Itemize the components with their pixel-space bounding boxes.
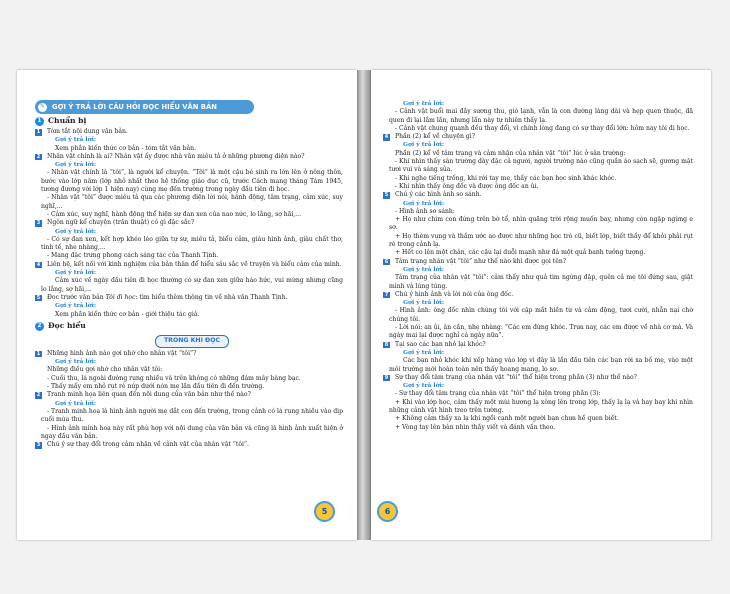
answer-line: - Hình ảnh so sánh: — [395, 207, 455, 215]
question-number: 4 — [36, 261, 41, 268]
answer-line: - Khi nhìn thấy sân trường dày đặc cả người, người trường nào cũng quần áo sạch sẽ, gương mặt tươi vui và sáng sủa. — [389, 158, 693, 174]
answer-line: - Cảm xúc, suy nghĩ, hành động thể hiện sự đan xen của nao nức, lo lắng, sợ hãi,... — [47, 210, 302, 218]
section-number-icon: 1 — [35, 117, 44, 126]
question-number: 1 — [36, 129, 41, 135]
answer-line: - Sự thay đổi tâm trạng của nhân vật “tôi” thể hiện trong phần (3): — [395, 390, 601, 398]
question-number: 5 — [384, 192, 389, 199]
left-page — [17, 70, 357, 540]
answer-line: - Lời nói: an ủi, ân cần, nhẹ nhàng: “Các em đừng khóc. Trưa nay, các em được về nhà cơ mà. Và ngày mai lại được nghỉ cả ngày nữa”. — [389, 324, 693, 340]
question — [384, 340, 693, 349]
answer-line: Tâm trạng của nhân vật “tôi”: cảm thấy như quả tim ngừng đập, quên cả mẹ tôi đứng sau, giật mình và lúng túng. — [389, 274, 693, 290]
question-text: Chú ý các hình ảnh so sánh. — [395, 191, 482, 199]
question-number: 8 — [384, 341, 389, 348]
answer-line: Các bạn nhỏ khóc khi xếp hàng vào lớp vì đây là lần đầu tiên các bạn rời xa bố mẹ, vào một môi trường mới hoàn toàn nên thấy hoang mang, lo sợ. — [389, 357, 693, 373]
answer-line: - Cảnh vật chung quanh đều thay đổi, vì chính lòng đang có sự thay đổi lớn: hôm nay tôi đi học. — [395, 124, 690, 132]
answer-line: Cảm xúc về ngày đầu tiên đi học thường có sự đan xen giữa háo hức, vui mừng nhưng cũng lo lắng, sợ hãi,... — [41, 277, 343, 293]
answer-line: - Hình ảnh: ông đốc nhìn chúng tôi với cặp mắt hiền từ và cảm động, tươi cười, nhẫn nại chờ chúng tôi. — [389, 307, 693, 323]
hint-label: Gợi ý trả lời: — [55, 227, 96, 235]
question-number: 1 — [36, 350, 41, 357]
hint-label: Gợi ý trả lời: — [55, 269, 96, 277]
answer-line: - Tranh minh hoạ là hình ảnh người mẹ dắt con đến trường, trong cảnh có lá rụng nhiều vào dịp cuối mùa thu. — [41, 407, 343, 424]
question-text-title: Tôi đi học — [105, 293, 136, 301]
question-text-suffix: : tìm hiểu thêm thông tin về nhà văn Thanh Tịnh. — [135, 293, 288, 301]
answer-line: - Nhân vật chính là “tôi”, là người kể chuyện. “Tôi” là một cậu bé sinh ra lớn lên ở nông thôn, bước vào lớp năm (lớp nhỏ nhất theo hệ thống giáo dục cũ, trước Cách mạng tháng Tám 1945, tương đương với lớp 1 hiện nay) cùng mẹ đến trường trong ngày đầu tiên đi học. — [41, 169, 343, 194]
answer-line: - Cảnh vật buổi mai đầy sương thu, gió lạnh, vẫn là con đường làng dài và hẹp quen thuộc, đã quen đi lại lắm lần, nhưng lần này tự nhiên thấy lạ. — [389, 108, 693, 124]
hint-label: Gợi ý trả lời: — [403, 265, 444, 273]
answer-line: + Không cảm thấy xa lạ khi ngồi cạnh một người bạn chưa hề quen biết. — [395, 415, 619, 423]
section-title: Đọc hiểu — [48, 321, 86, 331]
question-number: 9 — [384, 374, 389, 381]
book-spine — [357, 70, 371, 540]
question-text: Sự thay đổi tâm trạng của nhân vật “tôi” thể hiện trong phần (3) như thế nào? — [395, 373, 637, 381]
page-number: 5 — [314, 501, 335, 522]
question — [384, 191, 693, 199]
page-number: 6 — [377, 501, 398, 522]
question-number: 2 — [36, 392, 41, 399]
question-text: Chú ý hình ảnh và lời nói của ông đốc. — [395, 290, 514, 298]
answer-line: + Vòng tay lên bàn nhìn thầy viết và đánh vần theo. — [395, 423, 556, 431]
question-text: Liên hệ, kết nối với kinh nghiệm của bản thân để hiểu sâu sắc về truyện và biểu cảm của mình. — [47, 260, 342, 268]
right-page — [371, 70, 711, 540]
question — [36, 128, 343, 136]
section-heading-reading — [35, 322, 343, 331]
question — [36, 152, 343, 161]
hint-label: Gợi ý trả lời: — [55, 161, 96, 169]
question-text-prefix: Đọc trước văn bản — [47, 293, 106, 301]
hint-label: Gợi ý trả lời: — [55, 136, 96, 144]
banner-title: GỢI Ý TRẢ LỜI CÂU HỎI ĐỌC HIỂU VĂN BẢN — [52, 102, 217, 111]
question-number: 3 — [36, 220, 41, 227]
answer-line: - Khi nghe tiếng trống, khi rời tay mẹ, thấy các bạn học sinh khác khóc. — [395, 174, 617, 182]
answer-line: - Có sự đan xen, kết hợp khéo léo giữa tự sự, miêu tả, biểu cảm, giàu hình ảnh, giàu chất thơ, tinh tế, nhẹ nhàng,... — [41, 235, 343, 252]
answer-line: + Khi vào lớp học, cảm thấy một mùi hương lạ xông lên trong lớp, thấy lạ lạ và hay hay khi nhìn những cảnh vật hình treo trên tường. — [389, 398, 693, 414]
hint-label: Gợi ý trả lời: — [403, 348, 444, 356]
answer-line: - Mang đặc trưng phong cách sáng tác của Thanh Tịnh. — [47, 252, 219, 260]
question-text: Ngôn ngữ kể chuyện (trần thuật) có gì đặc sắc? — [47, 219, 195, 227]
question-number: 3 — [36, 442, 41, 449]
answer-line: + Hết co lên một chân, các cậu lại duỗi mạnh như đá một quả banh tưởng tượng. — [395, 249, 646, 257]
answer-line: Những điều gợi nhớ cho nhân vật tôi: — [47, 366, 163, 374]
question — [36, 349, 343, 358]
question — [36, 441, 343, 449]
question-text: Phần (2) kể về chuyện gì? — [395, 133, 475, 141]
chat-bubble-icon: ✎ — [39, 102, 46, 110]
question-text: Những hình ảnh nào gợi nhớ cho nhân vật “tôi”? — [47, 349, 197, 357]
question-text: Tranh minh họa liên quan đến nội dung của văn bản như thế nào? — [47, 391, 251, 399]
section-banner — [35, 100, 254, 114]
question-text: Chú ý sự thay đổi trong cảm nhận về cảnh vật của nhân vật “tôi”. — [47, 441, 249, 449]
question — [36, 219, 343, 227]
question-text: Nhân vật chính là ai? Nhân vật ấy được nhà văn miêu tả ở những phương diện nào? — [47, 152, 305, 160]
answer-line: Xem phần kiến thức cơ bản - giới thiệu tác giả. — [55, 310, 200, 318]
answer-line: + Họ thèm vụng và thầm ước ao được như những học trò cũ, biết lớp, biết thầy để khỏi phải rụt rè trong cảnh lạ. — [389, 232, 693, 249]
answer-line: Phần (2) kể về tâm trạng và cảm nhận của nhân vật “tôi” lúc ở sân trường: — [395, 149, 626, 157]
answer-line: - Nhân vật “tôi” được miêu tả qua các phương diện lời nói, hành động, tâm trạng, cảm xúc, suy nghĩ,... — [41, 194, 343, 210]
question — [384, 290, 693, 299]
hint-label: Gợi ý trả lời: — [403, 199, 444, 207]
question — [384, 373, 693, 382]
question — [36, 391, 343, 399]
question-text: Tóm tắt nội dung văn bản. — [47, 128, 128, 135]
answer-line: + Họ như chim con đứng trên bờ tổ, nhìn quãng trời rộng muốn bay, nhưng còn ngập ngừng e sợ. — [389, 216, 693, 232]
question-number: 7 — [384, 291, 389, 298]
hint-label: Gợi ý trả lời: — [55, 358, 96, 366]
question-number: 6 — [384, 258, 389, 265]
question-number: 5 — [36, 294, 41, 301]
answer-line: Xem phần kiến thức cơ bản - tóm tắt văn bản. — [55, 144, 197, 152]
section-title: Chuẩn bị — [48, 116, 87, 126]
subsection-pill: TRONG KHI ĐỌC — [155, 335, 229, 348]
question — [384, 133, 693, 141]
answer-line: - Hình ảnh minh hoạ này rất phù hợp với nội dung của văn bản và cũng là hình ảnh xuất hiện ở ngay đầu văn bản. — [41, 424, 343, 440]
question-number: 2 — [36, 153, 41, 160]
hint-label: Gợi ý trả lời: — [403, 299, 444, 307]
answer-line: - Thấy mấy em nhỏ rụt rè núp dưới nón mẹ lần đầu tiên đi đến trường. — [47, 383, 265, 391]
section-heading-prepare — [35, 117, 343, 126]
hint-label: Gợi ý trả lời: — [403, 100, 444, 107]
hint-label: Gợi ý trả lời: — [55, 302, 96, 310]
section-number-icon: 2 — [35, 322, 44, 331]
question-number: 4 — [384, 134, 389, 141]
question — [36, 260, 343, 269]
question-text: Tại sao các bạn nhỏ lại khóc? — [395, 340, 486, 348]
hint-label: Gợi ý trả lời: — [403, 141, 444, 149]
hint-label: Gợi ý trả lời: — [55, 399, 96, 407]
question — [36, 293, 343, 302]
hint-label: Gợi ý trả lời: — [403, 382, 444, 390]
answer-line: - Khi nhìn thấy ông đốc và được ông đốc an ủi. — [395, 182, 539, 190]
question — [384, 257, 693, 266]
question-text: Tâm trạng nhân vật “tôi” như thế nào khi được gọi tên? — [395, 257, 567, 265]
answer-line: - Cuối thu, lá ngoài đường rụng nhiều và trên không có những đám mây bàng bạc. — [47, 374, 301, 382]
